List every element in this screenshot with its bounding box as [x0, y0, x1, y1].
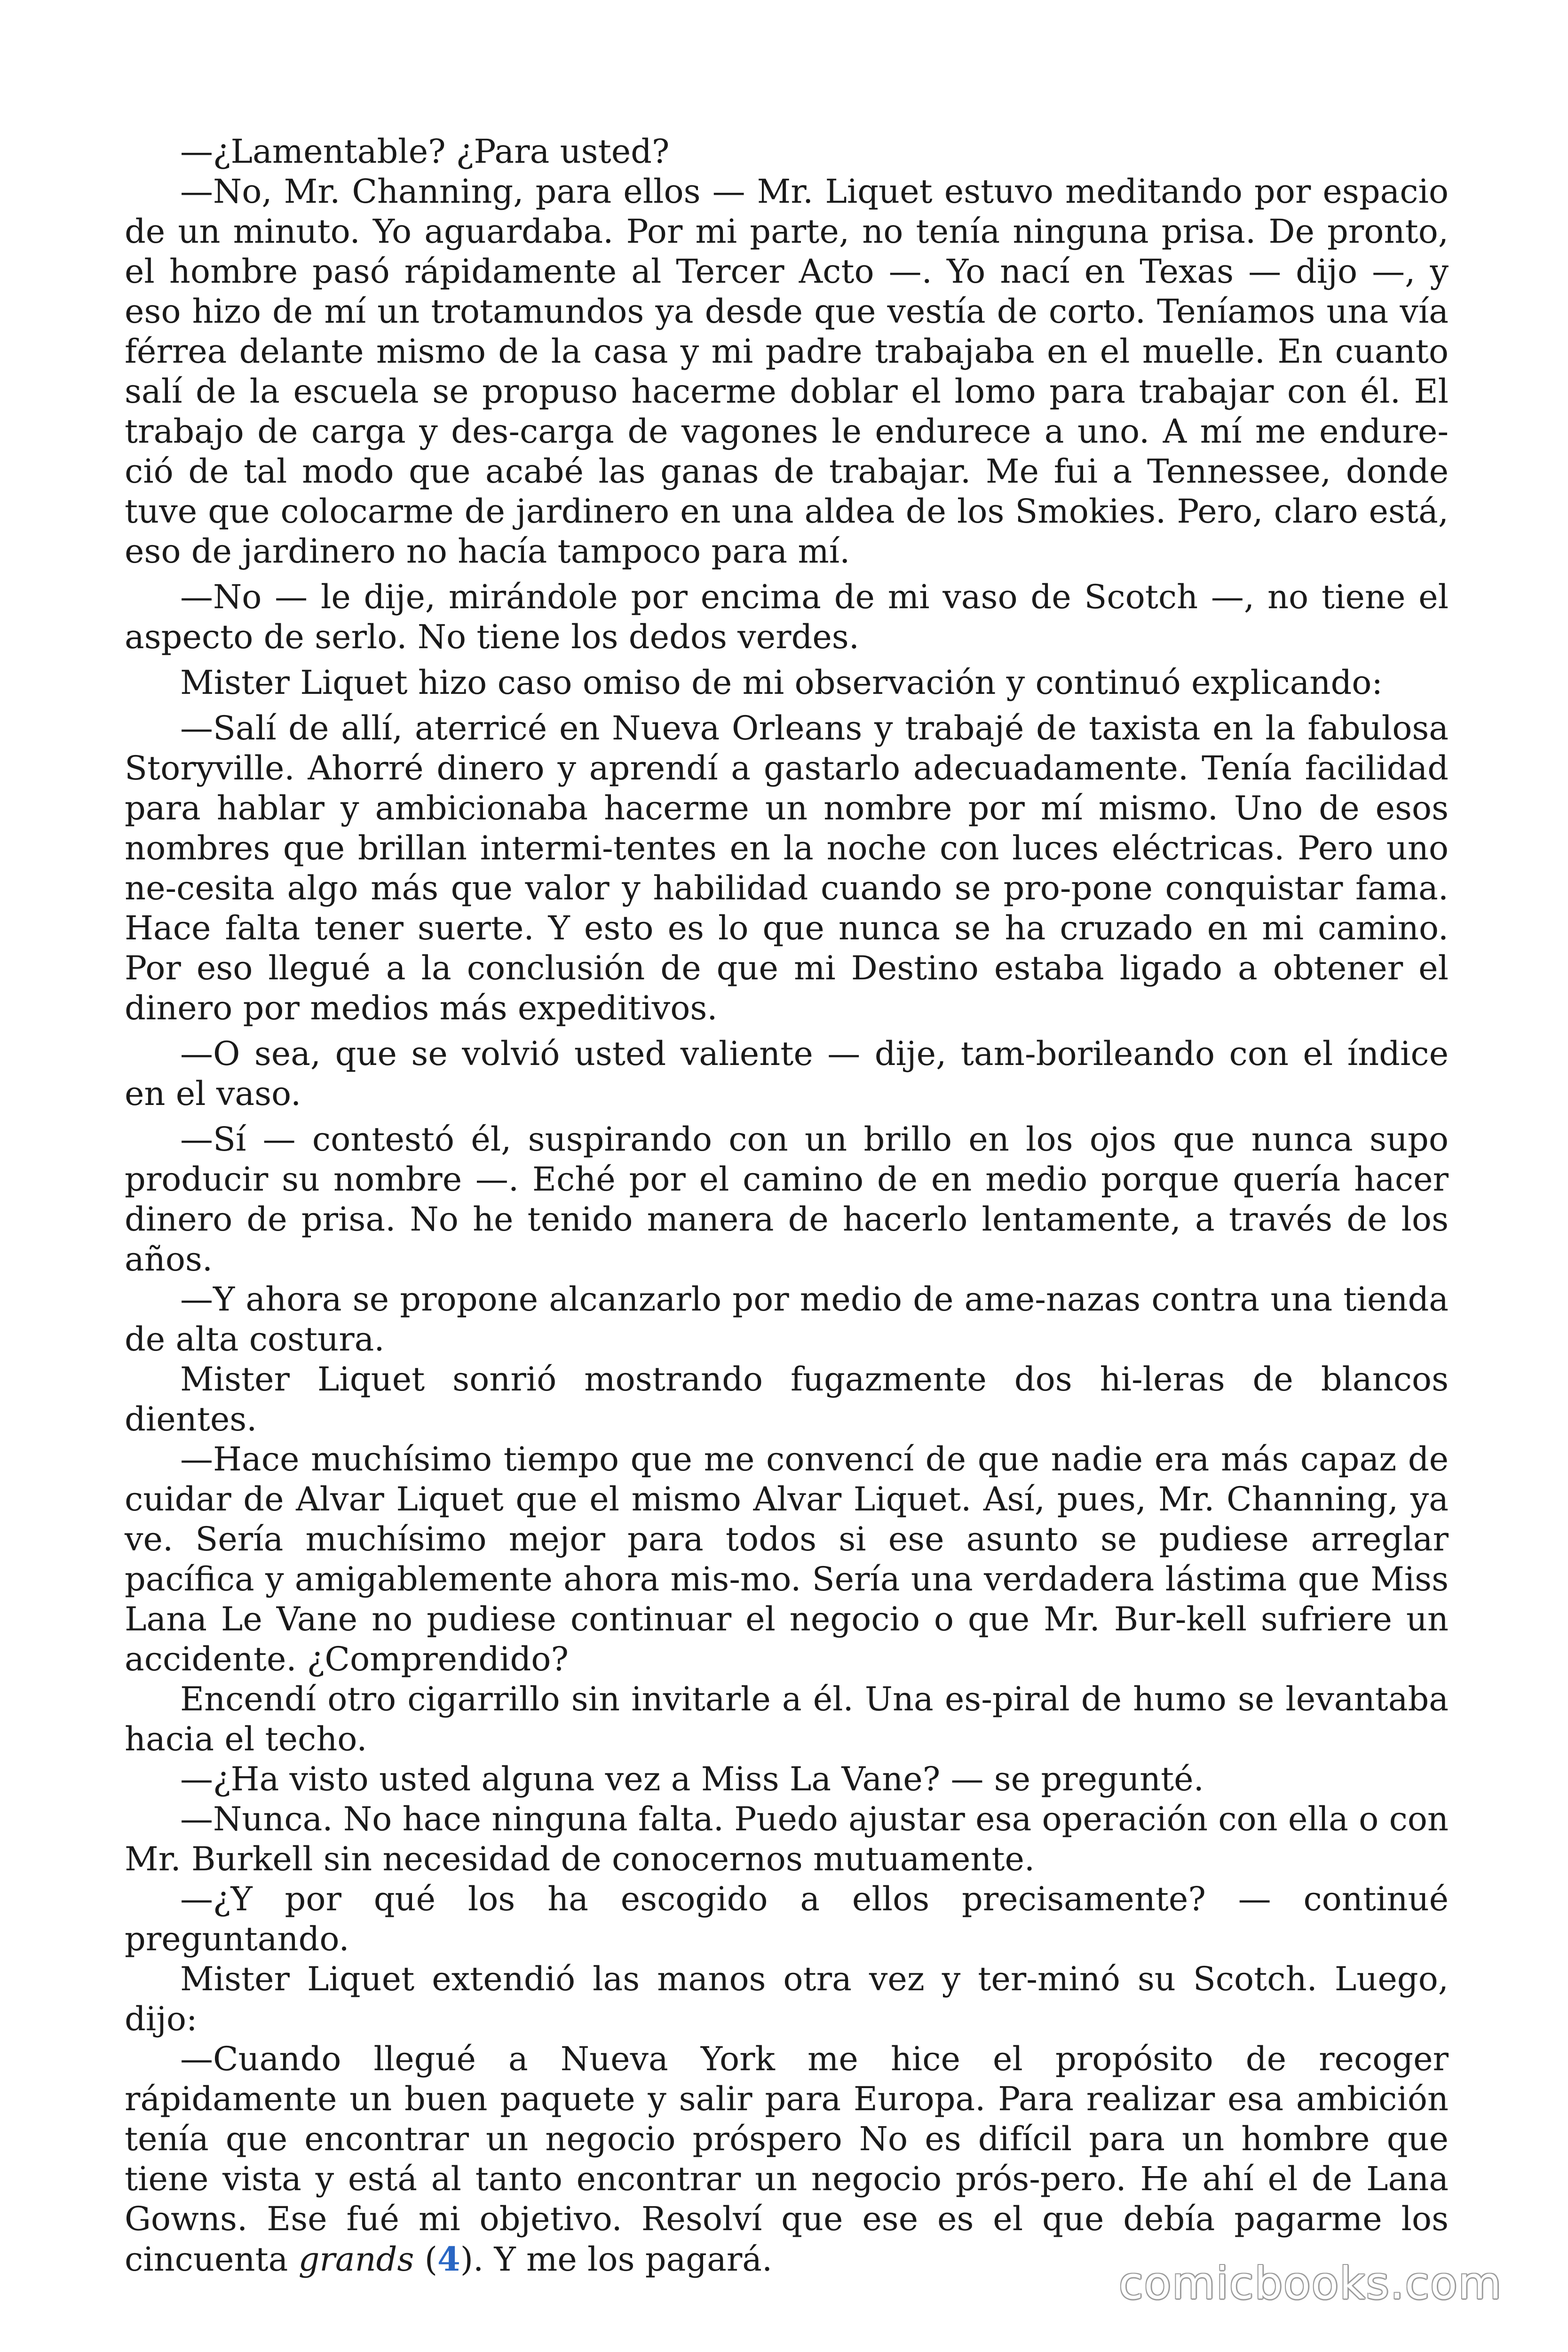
paragraph: —Y ahora se propone alcanzarlo por medio de ame-nazas contra una tienda de alta costura. — [125, 1280, 1449, 1359]
space — [414, 2240, 424, 2279]
paragraph: —¿Lamentable? ¿Para usted? — [180, 132, 670, 171]
paragraph: —O sea, que se volvió usted valiente — dije, tam-borileando con el índice en el vaso. — [125, 1034, 1449, 1113]
footnote-close-paren: ) — [460, 2240, 474, 2279]
paragraph-last — [125, 2039, 1449, 2280]
paragraph: Mister Liquet sonrió mostrando fugazmente dos hi-leras de blancos dientes. — [125, 1360, 1449, 1438]
paragraph-text-end: . Y me los pagará. — [473, 2240, 773, 2279]
italic-word: grands — [298, 2240, 414, 2279]
paragraph: Encendí otro cigarrillo sin invitarle a él. Una es-piral de humo se levantaba hacia el techo. — [125, 1680, 1449, 1758]
footnote-link[interactable]: 4 — [437, 2240, 460, 2279]
watermark: comicbooks.com — [1118, 2258, 1502, 2309]
paragraph: —¿Y por qué los ha escogido a ellos precisamente? — continué preguntando. — [125, 1880, 1449, 1958]
paragraph-text: —Cuando llegué a Nueva York me hice el propósito de recoger rápidamente un buen paquete y salir para Europa. Para realizar esa ambición tenía que encontrar un negocio próspero No es difícil para un hombre que tiene vista y está al tanto encontrar un negocio prós-pero. He ahí el de Lana Gowns. Ese fué mi objetivo. Resolví que ese es el que debía pagarme los cincuenta — [125, 2040, 1449, 2279]
paragraph: —Hace muchísimo tiempo que me convencí de que nadie era más capaz de cuidar de Alvar Liquet que el mismo Alvar Liquet. Así, pues, Mr. Channing, ya ve. Sería muchísimo mejor para todos si ese asunto se pudiese arreglar pacífica y amigablemente ahora mis-mo. Sería una verdadera lástima que Miss Lana Le Vane no pudiese continuar el negocio o que Mr. Bur-kell sufriere un accidente. ¿Comprendido? — [125, 1440, 1449, 1678]
paragraph: —Sí — contestó él, suspirando con un brillo en los ojos que nunca supo producir su nombre —. Eché por el camino de en medio porque quería hacer dinero de prisa. No he tenido manera de hacerlo lentamente, a través de los años. — [125, 1120, 1449, 1279]
footnote-open-paren: ( — [424, 2240, 437, 2279]
book-page-text — [125, 132, 1449, 2285]
paragraph: Mister Liquet hizo caso omiso de mi observación y continuó explicando: — [180, 663, 1383, 702]
paragraph: —No, Mr. Channing, para ellos — Mr. Liquet estuvo meditando por espacio de un minuto. Yo aguardaba. Por mi parte, no tenía ninguna prisa. De pronto, el hombre pasó rápidamente al Tercer Acto —. Yo nací en Texas — dijo —, y eso hizo de mí un trotamundos ya desde que vestía de corto. Teníamos una vía férrea delante mismo de la casa y mi padre trabajaba en el muelle. En cuanto salí de la escuela se propuso hacerme doblar el lomo para trabajar con él. El trabajo de carga y des-carga de vagones le endurece a uno. A mí me endure-ció de tal modo que acabé las ganas de trabajar. Me fui a Tennessee, donde tuve que colocarme de jardinero en una aldea de los Smokies. Pero, claro está, eso de jardinero no hacía tampoco para mí. — [125, 172, 1449, 571]
paragraph: —¿Ha visto usted alguna vez a Miss La Vane? — se pregunté. — [180, 1760, 1204, 1798]
paragraph: —No — le dije, mirándole por encima de mi vaso de Scotch —, no tiene el aspecto de serlo. No tiene los dedos verdes. — [125, 578, 1449, 656]
paragraph: —Salí de allí, aterricé en Nueva Orleans y trabajé de taxista en la fabulosa Storyville. Ahorré dinero y aprendí a gastarlo adecuadamente. Tenía facilidad para hablar y ambicionaba hacerme un nombre por mí mismo. Uno de esos nombres que brillan intermi-tentes en la noche con luces eléctricas. Pero uno ne-cesita algo más que valor y habilidad cuando se pro-pone conquistar fama. Hace falta tener suerte. Y esto es lo que nunca se ha cruzado en mi camino. Por eso llegué a la conclusión de que mi Destino estaba ligado a obtener el dinero por medios más expeditivos. — [125, 709, 1449, 1027]
paragraph: Mister Liquet extendió las manos otra vez y ter-minó su Scotch. Luego, dijo: — [125, 1960, 1449, 2038]
paragraph: —Nunca. No hace ninguna falta. Puedo ajustar esa operación con ella o con Mr. Burkell sin necesidad de conocernos mutuamente. — [125, 1800, 1449, 1878]
